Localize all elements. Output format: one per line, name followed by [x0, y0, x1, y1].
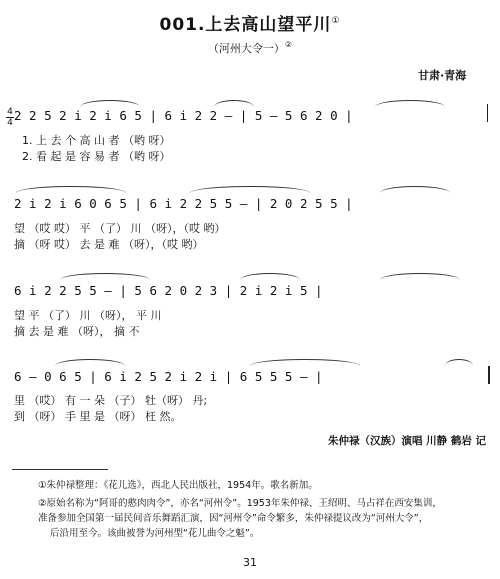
- region-label: 甘肃·青海: [418, 69, 467, 82]
- footnote-1: ①朱仲禄整理：《花儿选》，西北人民出版社，1954年。歌名新加。: [38, 480, 318, 491]
- lyric-1-verse-1: 1. 上 去 个 高 山 者 （哟 呀）: [22, 134, 171, 147]
- slur-mark: [16, 186, 126, 193]
- lyric-2-verse-2: 摘 （呀 哎） 去 是 难 （呀），（哎 哟）: [14, 238, 204, 251]
- slur-mark: [380, 186, 450, 193]
- lyric-3-verse-1: 望 平 （了） 川 （呀）， 平 川: [14, 309, 162, 322]
- fermata-mark: [445, 359, 473, 366]
- song-subtitle: [0, 40, 500, 56]
- slur-mark: [80, 100, 140, 107]
- lyric-4-verse-2: 到 （呀） 手 里 是 （呀） 枉 然。: [14, 410, 182, 423]
- score-line-2: 2 i 2 i 6 0 6 5 | 6 i 2 2 5 5 — | 2 0 2 5 5 |: [14, 196, 353, 211]
- score-line-1: 2 2 5 2 i 2 i 6 5 | 6 i 2 2 — | 5 — 5 6 2 0 |: [14, 108, 353, 123]
- score-line-3: 6 i 2 2 5 5 — | 5 6 2 0 2 3 | 2 i 2 i 5 |: [14, 283, 323, 298]
- time-signature: [6, 107, 14, 128]
- song-title: [0, 10, 500, 35]
- final-barline: [488, 366, 490, 384]
- subtitle-footnote-mark: ②: [284, 40, 293, 49]
- barline: [487, 104, 488, 122]
- time-signature-bottom: 4: [7, 118, 13, 128]
- slur-mark: [214, 100, 254, 107]
- lyric-3-verse-2: 摘 去 是 难 （呀）， 摘 不: [14, 325, 140, 338]
- time-signature-top: 4: [7, 107, 13, 117]
- slur-mark: [380, 273, 460, 280]
- lyric-4-verse-1: 里 （哎） 有 一 朵 （子） 牡（呀） 丹;: [14, 394, 208, 407]
- footnote-2-line-2: 准备参加全国第一届民间音乐舞蹈汇演，因“河州令”命令繁多，朱仲禄提议改为“河州大令”，: [38, 513, 429, 524]
- lyric-1-verse-2: 2. 看 起 是 容 易 者 （哟 呀）: [22, 150, 171, 163]
- lyric-2-verse-1: 望 （哎 哎） 平 （了） 川 （呀），（哎 哟）: [14, 222, 226, 235]
- slur-mark: [250, 359, 360, 366]
- slur-mark: [240, 273, 300, 280]
- slur-mark: [190, 186, 310, 193]
- footnote-2-line-3: 后沿用至今。该曲被誉为河州型“花儿曲令之魁”。: [50, 528, 260, 539]
- performer-credit: 朱仲禄（汉族）演唱 川静 鹤岩 记: [328, 435, 486, 447]
- footnote-divider: [12, 469, 108, 470]
- song-title-text: 001.上去高山望平川: [159, 15, 332, 35]
- slur-mark: [55, 359, 125, 366]
- slur-mark: [375, 100, 445, 107]
- footnote-2-line-1: ②原始名称为“阿哥的憨肉肉令”，亦名“河州令”。1953年朱仲禄、王绍明、马占祥在西安集训，: [38, 498, 442, 509]
- title-footnote-mark: ①: [331, 16, 341, 26]
- page-number: 31: [243, 556, 257, 569]
- slur-mark: [60, 273, 150, 280]
- subtitle-text: （河州大令一）: [207, 42, 285, 55]
- score-line-4: 6 — 0 6 5 | 6 i 2 5 2 i 2 i | 6 5 5 5 — |: [14, 369, 323, 384]
